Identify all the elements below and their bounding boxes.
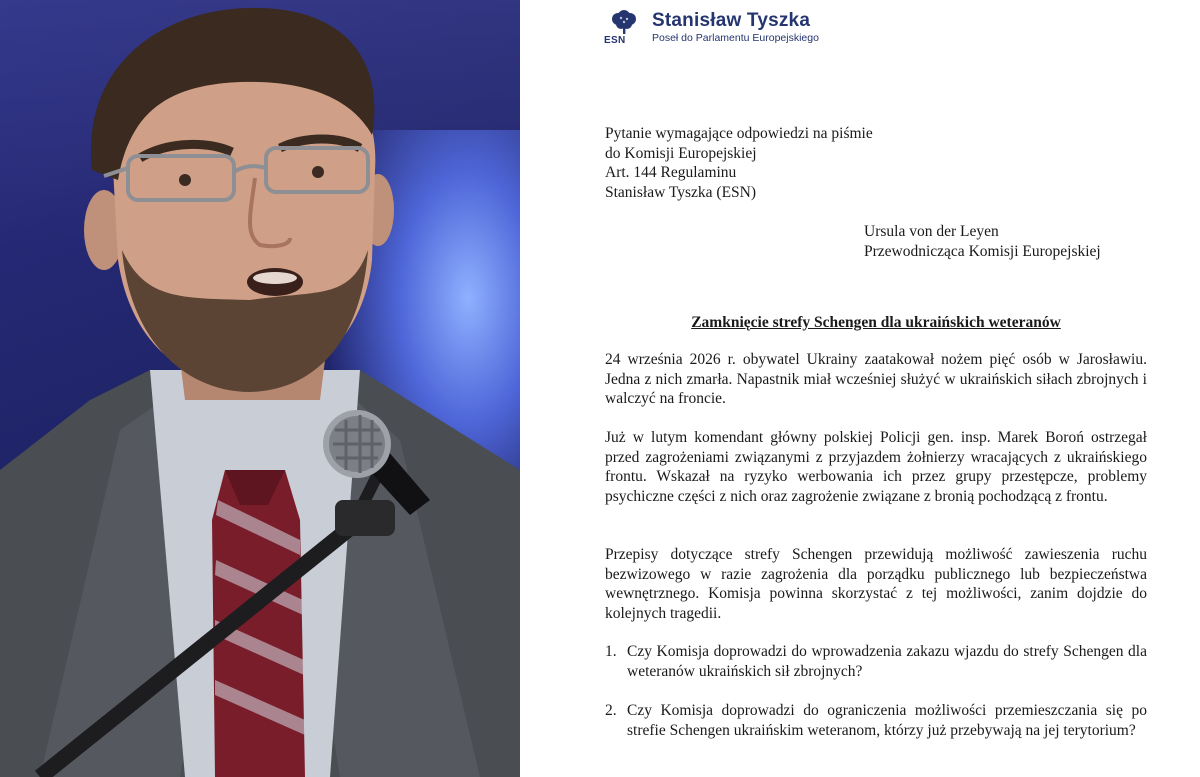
esn-logo-text: ESN [604, 35, 626, 46]
header-line: Stanisław Tyszka (ESN) [605, 183, 757, 201]
letter-page [520, 0, 1200, 777]
question-list-item-1 [605, 642, 1147, 681]
question-text: Czy Komisja doprowadzi do wprowadzenia zakazu wjazdu do strefy Schengen dla weteranów ukraińskich sił zbrojnych? [627, 643, 1147, 680]
addressee-name: Ursula von der Leyen [864, 223, 999, 240]
letterhead-subtitle: Poseł do Parlamentu Europejskiego [652, 32, 819, 44]
addressee-role: Przewodnicząca Komisji Europejskiej [864, 242, 1101, 260]
addressee-block [864, 222, 1101, 261]
paragraph: Przepisy dotyczące strefy Schengen przewidują możliwość zawieszenia ruchu bezwizowego w razie zagrożenia dla porządku publicznego lub bezpieczeństwa wewnętrznego. Komisja powinna skorzystać z tej możliwości, zanim dojdzie do kolejnych tragedii. [605, 546, 1147, 622]
letterhead-name: Stanisław Tyszka [652, 10, 811, 31]
paragraph: 24 września 2026 r. obywatel Ukrainy zaatakował nożem pięć osób w Jarosławiu. Jedna z nich zmarła. Napastnik miał wcześniej służyć w ukraińskich siłach zbrojnych i walczyć na froncie. [605, 351, 1147, 408]
letter-title: Zamknięcie strefy Schengen dla ukraińskich weteranów [691, 314, 1061, 331]
esn-logo [604, 10, 644, 46]
question-text: Czy Komisja doprowadzi do ograniczenia możliwości przemieszczania się po strefie Schengen ukraińskim weteranom, którzy już przebywają na jej terytorium? [627, 702, 1147, 739]
header-line: Art. 144 Regulaminu [605, 164, 737, 182]
question-item [605, 642, 1147, 681]
speaker-illustration [0, 0, 520, 777]
letterhead [604, 10, 819, 48]
question-list-item-2 [605, 701, 1147, 740]
header-line: do Komisji Europejskiej [605, 144, 757, 162]
paragraph: Już w lutym komendant główny polskiej Policji gen. insp. Marek Boroń ostrzegał przed zagrożeniami związanymi z przyjazdem żołnierzy wracających z ukraińskiego frontu. Wskazał na ryzyko werbowania ich przez grupy przestępcze, problemy psychiczne części z nich oraz zagrożenie związane z bronią pochodzącą z frontu. [605, 429, 1147, 505]
question-header [605, 124, 873, 202]
tree-icon [604, 10, 644, 36]
question-item [605, 701, 1147, 740]
question-number: 1. [605, 643, 617, 660]
speaker-photo [0, 0, 520, 777]
header-line: Pytanie wymagające odpowiedzi na piśmie [605, 125, 873, 142]
question-number: 2. [605, 702, 617, 719]
